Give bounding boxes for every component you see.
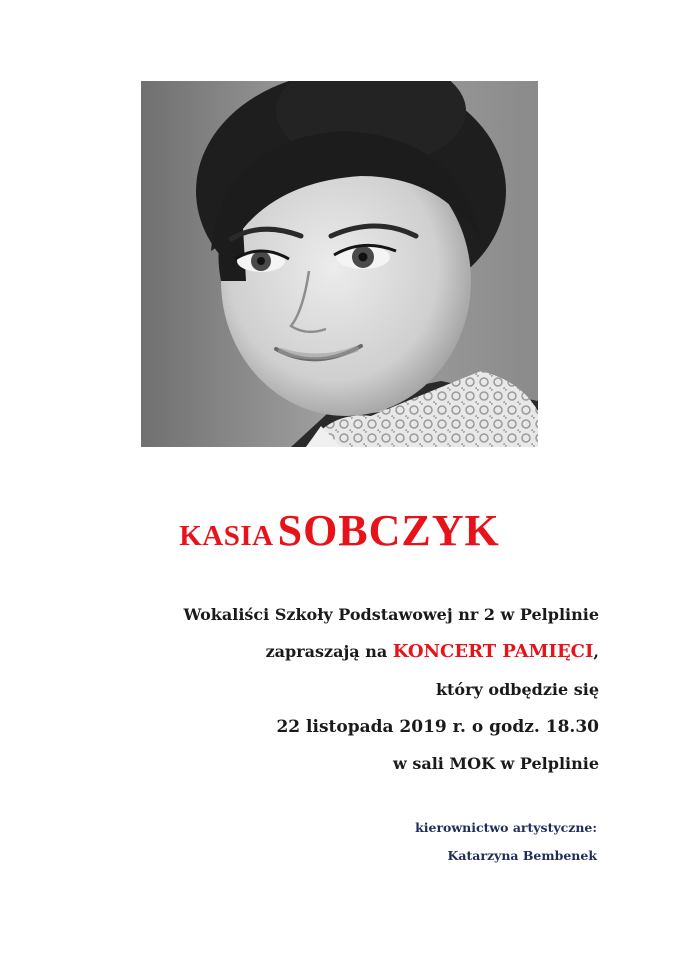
invitation-line-concert bbox=[266, 641, 599, 662]
event-date-time: 22 listopada 2019 r. o godz. 18.30 bbox=[276, 717, 599, 737]
invitation-suffix: , bbox=[593, 642, 599, 661]
invitation-line-event: który odbędzie się bbox=[435, 680, 599, 699]
performer-first-name: KASIA bbox=[179, 520, 274, 552]
performer-last-name: SOBCZYK bbox=[277, 506, 500, 555]
performer-name bbox=[0, 505, 679, 556]
portrait-illustration bbox=[141, 81, 538, 447]
concert-name: KONCERT PAMIĘCI bbox=[392, 641, 594, 662]
invitation-line-organizers: Wokaliści Szkoły Podstawowej nr 2 w Pelplinie bbox=[183, 605, 599, 624]
event-venue: w sali MOK w Pelplinie bbox=[392, 754, 599, 773]
invitation-prefix: zapraszają na bbox=[265, 642, 393, 661]
credit-name: Katarzyna Bembenek bbox=[447, 848, 597, 863]
portrait-photo bbox=[141, 81, 538, 447]
credit-label: kierownictwo artystyczne: bbox=[415, 820, 597, 835]
